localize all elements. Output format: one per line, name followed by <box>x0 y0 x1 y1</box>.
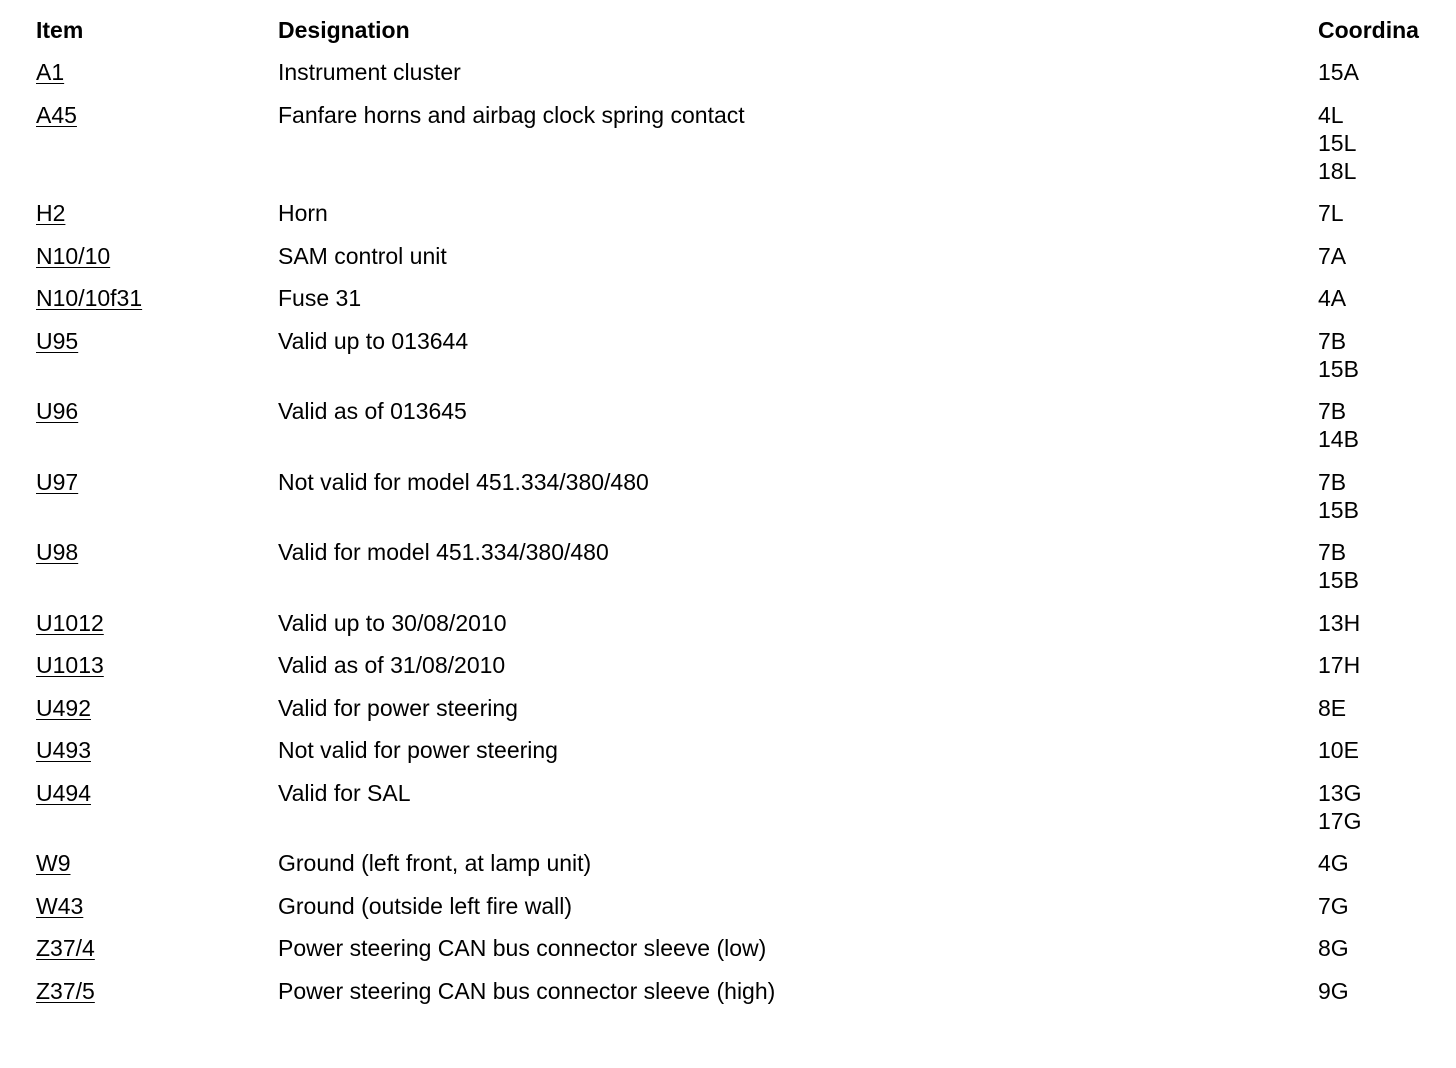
item-cell <box>36 849 278 877</box>
coordinate-value: 7B <box>1318 327 1347 354</box>
item-cell <box>36 538 278 594</box>
item-link[interactable]: Z37/4 <box>36 935 95 961</box>
coordinate-cell <box>1318 199 1344 227</box>
coordinate-cell <box>1318 694 1346 722</box>
table-row <box>36 327 1456 383</box>
table-row <box>36 58 1456 86</box>
item-cell <box>36 284 278 312</box>
item-cell <box>36 397 278 453</box>
table-row <box>36 242 1456 270</box>
item-cell <box>36 779 278 835</box>
designation-cell: Horn <box>278 200 328 226</box>
designation-cell: Valid up to 013644 <box>278 327 469 354</box>
designation-cell: Ground (left front, at lamp unit) <box>278 850 592 876</box>
item-link[interactable]: U95 <box>36 327 79 354</box>
coordinate-value: 9G <box>1318 977 1349 1004</box>
coordinate-cell <box>1318 327 1359 383</box>
designation-cell: Fuse 31 <box>278 285 362 311</box>
designation-cell: Instrument cluster <box>278 59 461 85</box>
coordinate-cell <box>1318 779 1361 835</box>
designation-cell: Ground (outside left fire wall) <box>278 892 573 919</box>
table-row <box>36 101 1456 185</box>
table-row <box>36 849 1456 877</box>
designation-cell: Power steering CAN bus connector sleeve (low) <box>278 935 767 961</box>
coordinate-cell <box>1318 977 1349 1005</box>
coordinate-value: 7G <box>1318 892 1349 919</box>
item-cell <box>36 327 278 383</box>
table-body <box>36 58 1456 1005</box>
coordinate-cell <box>1318 736 1359 764</box>
coordinate-value: 17G <box>1318 807 1362 834</box>
designation-cell: Power steering CAN bus connector sleeve (high) <box>278 977 776 1004</box>
table-row <box>36 779 1456 835</box>
item-link[interactable]: U493 <box>36 737 91 763</box>
designation-cell: Valid as of 31/08/2010 <box>278 652 506 678</box>
item-cell <box>36 468 278 524</box>
item-link[interactable]: U494 <box>36 779 91 806</box>
coordinate-cell <box>1318 849 1349 877</box>
item-cell <box>36 651 278 679</box>
coordinate-value: 7L <box>1318 200 1344 226</box>
table-row <box>36 538 1456 594</box>
item-cell <box>36 694 278 722</box>
coordinate-cell <box>1318 651 1360 679</box>
coordinate-value: 18L <box>1318 157 1357 184</box>
coordinate-value: 7B <box>1318 539 1347 565</box>
table-row <box>36 977 1456 1005</box>
designation-cell: Not valid for power steering <box>278 737 558 763</box>
item-cell <box>36 58 278 86</box>
item-link[interactable]: N10/10f31 <box>36 285 143 311</box>
coordinate-value: 13H <box>1318 609 1361 636</box>
coordinate-cell <box>1318 58 1359 86</box>
coordinate-value: 8E <box>1318 694 1347 721</box>
table-row <box>36 736 1456 764</box>
table-header <box>36 16 1456 44</box>
item-link[interactable]: U1013 <box>36 652 104 678</box>
item-cell <box>36 101 278 185</box>
coordinate-cell <box>1318 609 1360 637</box>
coordinate-value: 8G <box>1318 935 1349 961</box>
designation-cell: SAM control unit <box>278 242 447 269</box>
item-link[interactable]: U1012 <box>36 609 104 636</box>
table-row <box>36 199 1456 227</box>
coordinate-value: 15B <box>1318 496 1359 523</box>
coordinate-value: 7A <box>1318 242 1347 269</box>
coordinate-cell <box>1318 242 1346 270</box>
coordinate-value: 7B <box>1318 398 1347 424</box>
header-coordinates: Coordina <box>1318 17 1419 43</box>
table-row <box>36 694 1456 722</box>
item-cell <box>36 609 278 637</box>
coordinate-value: 15B <box>1318 355 1359 382</box>
coordinate-value: 15L <box>1318 129 1357 156</box>
coordinate-cell <box>1318 892 1349 920</box>
coordinate-cell <box>1318 468 1359 524</box>
coordinate-value: 15A <box>1318 59 1359 85</box>
item-link[interactable]: W9 <box>36 850 71 876</box>
item-link[interactable]: W43 <box>36 892 84 919</box>
item-link[interactable]: Z37/5 <box>36 977 95 1004</box>
component-table <box>36 16 1456 1019</box>
item-link[interactable]: U97 <box>36 468 79 495</box>
item-link[interactable]: U98 <box>36 539 79 565</box>
coordinate-cell <box>1318 934 1349 962</box>
table-row <box>36 468 1456 524</box>
item-cell <box>36 977 278 1005</box>
coordinate-value: 4L <box>1318 101 1344 128</box>
designation-cell: Valid for power steering <box>278 694 518 721</box>
coordinate-cell <box>1318 284 1346 312</box>
coordinate-cell <box>1318 397 1359 453</box>
designation-cell: Fanfare horns and airbag clock spring contact <box>278 101 745 128</box>
item-cell <box>36 892 278 920</box>
table-row <box>36 651 1456 679</box>
item-link[interactable]: U96 <box>36 398 79 424</box>
item-link[interactable]: A1 <box>36 59 65 85</box>
coordinate-value: 10E <box>1318 737 1359 763</box>
coordinate-value: 13G <box>1318 779 1362 806</box>
coordinate-value: 7B <box>1318 468 1347 495</box>
coordinate-value: 4A <box>1318 285 1347 311</box>
coordinate-value: 15B <box>1318 567 1359 593</box>
table-row <box>36 397 1456 453</box>
item-link[interactable]: N10/10 <box>36 242 111 269</box>
table-row <box>36 284 1456 312</box>
coordinate-cell <box>1318 101 1356 185</box>
table-row <box>36 934 1456 962</box>
item-cell <box>36 199 278 227</box>
item-cell <box>36 934 278 962</box>
item-link[interactable]: U492 <box>36 694 91 721</box>
designation-cell: Valid up to 30/08/2010 <box>278 609 507 636</box>
designation-cell: Valid as of 013645 <box>278 398 467 424</box>
header-designation: Designation <box>278 17 410 43</box>
coordinate-value: 4G <box>1318 850 1349 876</box>
item-cell <box>36 242 278 270</box>
item-link[interactable]: H2 <box>36 200 66 226</box>
item-link[interactable]: A45 <box>36 101 77 128</box>
header-item: Item <box>36 17 84 43</box>
designation-cell: Valid for SAL <box>278 779 411 806</box>
coordinate-cell <box>1318 538 1359 594</box>
coordinate-value: 14B <box>1318 426 1359 452</box>
coordinate-value: 17H <box>1318 652 1361 678</box>
table-row <box>36 892 1456 920</box>
item-cell <box>36 736 278 764</box>
designation-cell: Valid for model 451.334/380/480 <box>278 539 609 565</box>
table-row <box>36 609 1456 637</box>
designation-cell: Not valid for model 451.334/380/480 <box>278 468 649 495</box>
